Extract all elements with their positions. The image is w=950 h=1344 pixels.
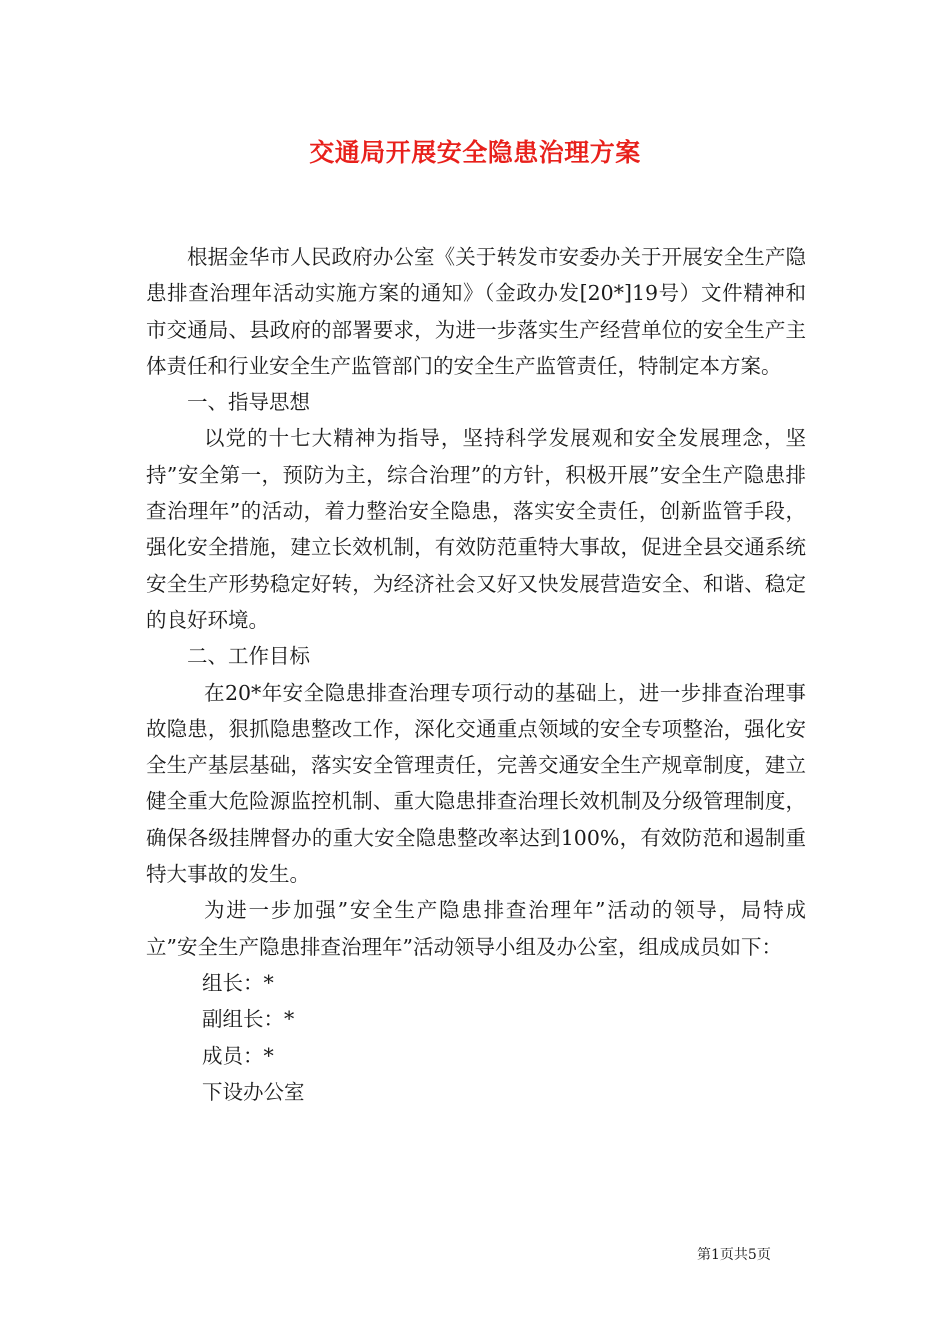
members-line: 成员：*: [202, 1043, 274, 1068]
document-body: [146, 239, 806, 1110]
leadership-group-paragraph: 为进一步加强”安全生产隐患排查治理年”活动的领导，局特成立”安全生产隐患排查治理年”活动领导小组及办公室，组成成员如下：: [146, 898, 806, 959]
office-line: 下设办公室: [202, 1079, 305, 1104]
work-goals-paragraph: 在20*年安全隐患排查治理专项行动的基础上，进一步排查治理事故隐患，狠抓隐患整改工作，深化交通重点领域的安全专项整治，强化安全生产基层基础，落实安全管理责任，完善交通安全生产规章制度，建立健全重大危险源监控机制、重大隐患排查治理长效机制及分级管理制度，确保各级挂牌督办的重大安全隐患整改率达到100%，有效防范和遏制重特大事故的发生。: [146, 680, 806, 887]
intro-paragraph: 根据金华市人民政府办公室《关于转发市安委办关于开展安全生产隐患排查治理年活动实施方案的通知》（金政办发[20*]19号）文件精神和市交通局、县政府的部署要求，为进一步落实生产经营单位的安全生产主体责任和行业安全生产监管部门的安全生产监管责任，特制定本方案。: [146, 245, 806, 378]
document-title: 交通局开展安全隐患治理方案: [309, 138, 641, 167]
guiding-ideology-paragraph: 以党的十七大精神为指导，坚持科学发展观和安全发展理念，坚持”安全第一，预防为主，综合治理”的方针，积极开展”安全生产隐患排查治理年”的活动，着力整治安全隐患，落实安全责任，创新监管手段，强化安全措施，建立长效机制，有效防范重特大事故，促进全县交通系统安全生产形势稳定好转，为经济社会又好又快发展营造安全、和谐、稳定的良好环境。: [146, 426, 806, 632]
page-number: 第1页共5页: [697, 1247, 771, 1263]
section-heading-work-goals: 二、工作目标: [187, 644, 310, 669]
group-leader-line: 组长：*: [202, 970, 274, 995]
deputy-leader-line: 副组长：*: [202, 1007, 295, 1032]
section-heading-guiding-ideology: 一、指导思想: [187, 390, 310, 415]
